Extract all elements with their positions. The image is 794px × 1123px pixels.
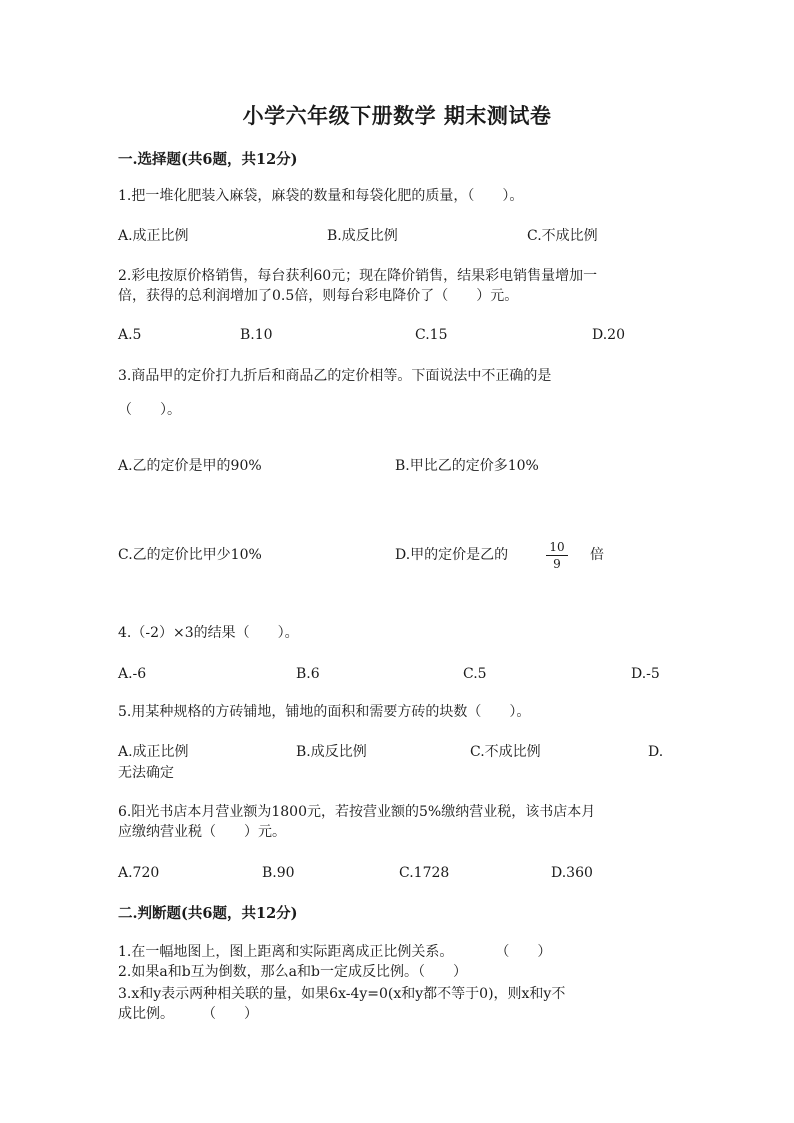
q4-option-a: A.-6 xyxy=(118,666,147,682)
question-3-text-line1: 3.商品甲的定价打九折后和商品乙的定价相等。下面说法中不正确的是 xyxy=(118,368,552,384)
q5-option-d-wrap: 无法确定 xyxy=(118,765,174,781)
judgement-item-3-line2: 成比例。 （ ） xyxy=(118,1006,258,1022)
q5-option-c: C.不成比例 xyxy=(470,744,541,760)
section-heading-judgement: 二.判断题(共6题，共12分) xyxy=(118,905,298,922)
question-2-text-line1: 2.彩电按原价格销售，每台获利60元；现在降价销售，结果彩电销售量增加一 xyxy=(118,268,598,284)
q5-option-b: B.成反比例 xyxy=(296,744,367,760)
question-3-text-line2: （ ）。 xyxy=(118,402,181,418)
q3-option-a: A.乙的定价是甲的90% xyxy=(118,458,262,474)
q3-option-d: D.甲的定价是乙的 xyxy=(395,547,509,563)
q5-option-a: A.成正比例 xyxy=(118,744,189,760)
q1-option-c: C.不成比例 xyxy=(527,228,598,244)
q2-option-a: A.5 xyxy=(118,327,142,343)
q6-option-a: A.720 xyxy=(118,865,160,881)
question-2-text-line2: 倍，获得的总利润增加了0.5倍，则每台彩电降价了（ ）元。 xyxy=(118,288,519,304)
q4-option-c: C.5 xyxy=(463,666,487,682)
judgement-item-1: 1.在一幅地图上，图上距离和实际距离成正比例关系。 （ ） xyxy=(118,944,552,960)
question-6-text-line2: 应缴纳营业税（ ）元。 xyxy=(118,824,286,840)
q6-option-d: D.360 xyxy=(551,865,593,881)
q2-option-b: B.10 xyxy=(240,327,273,343)
q4-option-d: D.-5 xyxy=(631,666,660,682)
q6-option-c: C.1728 xyxy=(399,865,450,881)
q2-option-d: D.20 xyxy=(592,327,625,343)
section-heading-choice: 一.选择题(共6题，共12分) xyxy=(118,151,298,168)
page-title: 小学六年级下册数学 期末测试卷 xyxy=(242,103,552,128)
q1-option-b: B.成反比例 xyxy=(327,228,398,244)
question-1-text: 1.把一堆化肥装入麻袋，麻袋的数量和每袋化肥的质量，（ ）。 xyxy=(118,188,524,204)
judgement-item-3-line1: 3.x和y表示两种相关联的量，如果6x-4y=0(x和y都不等于0)，则x和y不 xyxy=(118,986,566,1002)
fraction-numerator: 10 xyxy=(546,540,568,556)
q4-option-b: B.6 xyxy=(296,666,320,682)
q3-fraction xyxy=(546,540,568,571)
question-5-text: 5.用某种规格的方砖铺地，铺地的面积和需要方砖的块数（ ）。 xyxy=(118,704,531,720)
q5-option-d: D. xyxy=(648,744,664,760)
judgement-item-2: 2.如果a和b互为倒数，那么a和b一定成反比例。（ ） xyxy=(118,964,467,980)
q2-option-c: C.15 xyxy=(415,327,448,343)
question-4-text: 4.（-2）×3的结果（ ）。 xyxy=(118,625,299,641)
q6-option-b: B.90 xyxy=(262,865,295,881)
q3-option-c: C.乙的定价比甲少10% xyxy=(118,547,262,563)
q3-option-d-suffix: 倍 xyxy=(590,547,604,563)
q3-option-b: B.甲比乙的定价多10% xyxy=(395,458,539,474)
fraction-denominator: 9 xyxy=(553,557,561,571)
question-6-text-line1: 6.阳光书店本月营业额为1800元，若按营业额的5%缴纳营业税，该书店本月 xyxy=(118,804,596,820)
q1-option-a: A.成正比例 xyxy=(118,228,189,244)
